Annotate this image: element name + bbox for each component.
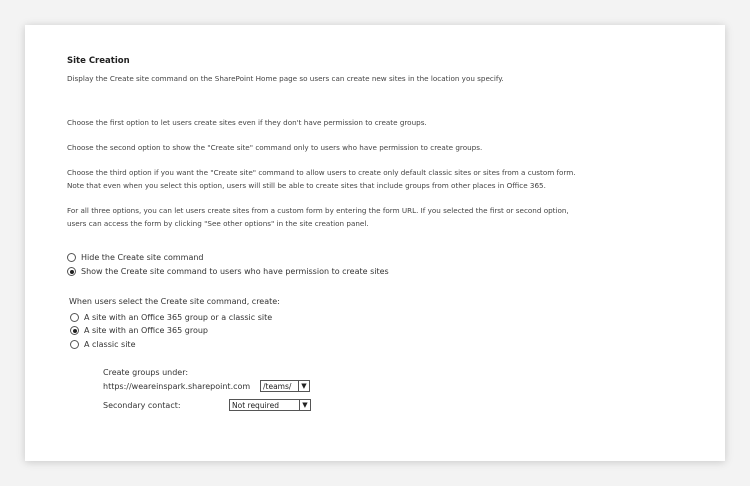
option-label: Hide the Create site command bbox=[81, 253, 204, 262]
option-label: A site with an Office 365 group or a classic site bbox=[84, 313, 273, 322]
site-creation-panel bbox=[25, 25, 725, 461]
help-paragraph-3b: Note that even when you select this option, users will still be able to create sites that include groups from other places in Office 365. bbox=[67, 181, 546, 190]
option-label: A classic site bbox=[84, 340, 136, 349]
radio-group-or-classic[interactable] bbox=[70, 313, 79, 322]
section-description: Display the Create site command on the SharePoint Home page so users can create new sites in the location you specify. bbox=[67, 74, 504, 83]
help-paragraph-1: Choose the first option to let users create sites even if they don't have permission to create groups. bbox=[67, 118, 427, 127]
option-hide-create-site[interactable] bbox=[67, 253, 204, 262]
help-paragraph-4b: users can access the form by clicking "See other options" in the site creation panel. bbox=[67, 219, 369, 228]
create-groups-label: Create groups under: bbox=[103, 368, 189, 377]
secondary-contact-select[interactable] bbox=[229, 399, 311, 411]
secondary-contact-label: Secondary contact: bbox=[103, 401, 181, 410]
radio-show-create-site[interactable] bbox=[67, 267, 76, 276]
option-group-site[interactable] bbox=[70, 326, 208, 335]
option-group-or-classic[interactable] bbox=[70, 313, 272, 322]
option-label: Show the Create site command to users who have permission to create sites bbox=[81, 267, 389, 276]
help-paragraph-2: Choose the second option to show the "Create site" command only to users who have permission to create groups. bbox=[67, 143, 483, 152]
secondary-contact-value: Not required bbox=[232, 400, 279, 410]
radio-hide-create-site[interactable] bbox=[67, 253, 76, 262]
create-label: When users select the Create site command, create: bbox=[69, 297, 280, 306]
radio-classic-site[interactable] bbox=[70, 340, 79, 349]
groups-base-url: https://weareinspark.sharepoint.com bbox=[103, 382, 251, 391]
chevron-down-icon: ▼ bbox=[298, 381, 309, 391]
help-paragraph-3a: Choose the third option if you want the "Create site" command to allow users to create only default classic sites or sites from a custom form. bbox=[67, 168, 576, 177]
option-classic-site[interactable] bbox=[70, 340, 136, 349]
option-show-create-site[interactable] bbox=[67, 267, 389, 276]
radio-group-site[interactable] bbox=[70, 326, 79, 335]
chevron-down-icon: ▼ bbox=[299, 400, 310, 410]
option-label: A site with an Office 365 group bbox=[84, 326, 208, 335]
help-paragraph-4a: For all three options, you can let users create sites from a custom form by entering the form URL. If you selected the first or second option, bbox=[67, 206, 569, 215]
groups-path-value: /teams/ bbox=[263, 381, 292, 391]
section-title: Site Creation bbox=[67, 56, 130, 66]
groups-path-select[interactable] bbox=[260, 380, 310, 392]
